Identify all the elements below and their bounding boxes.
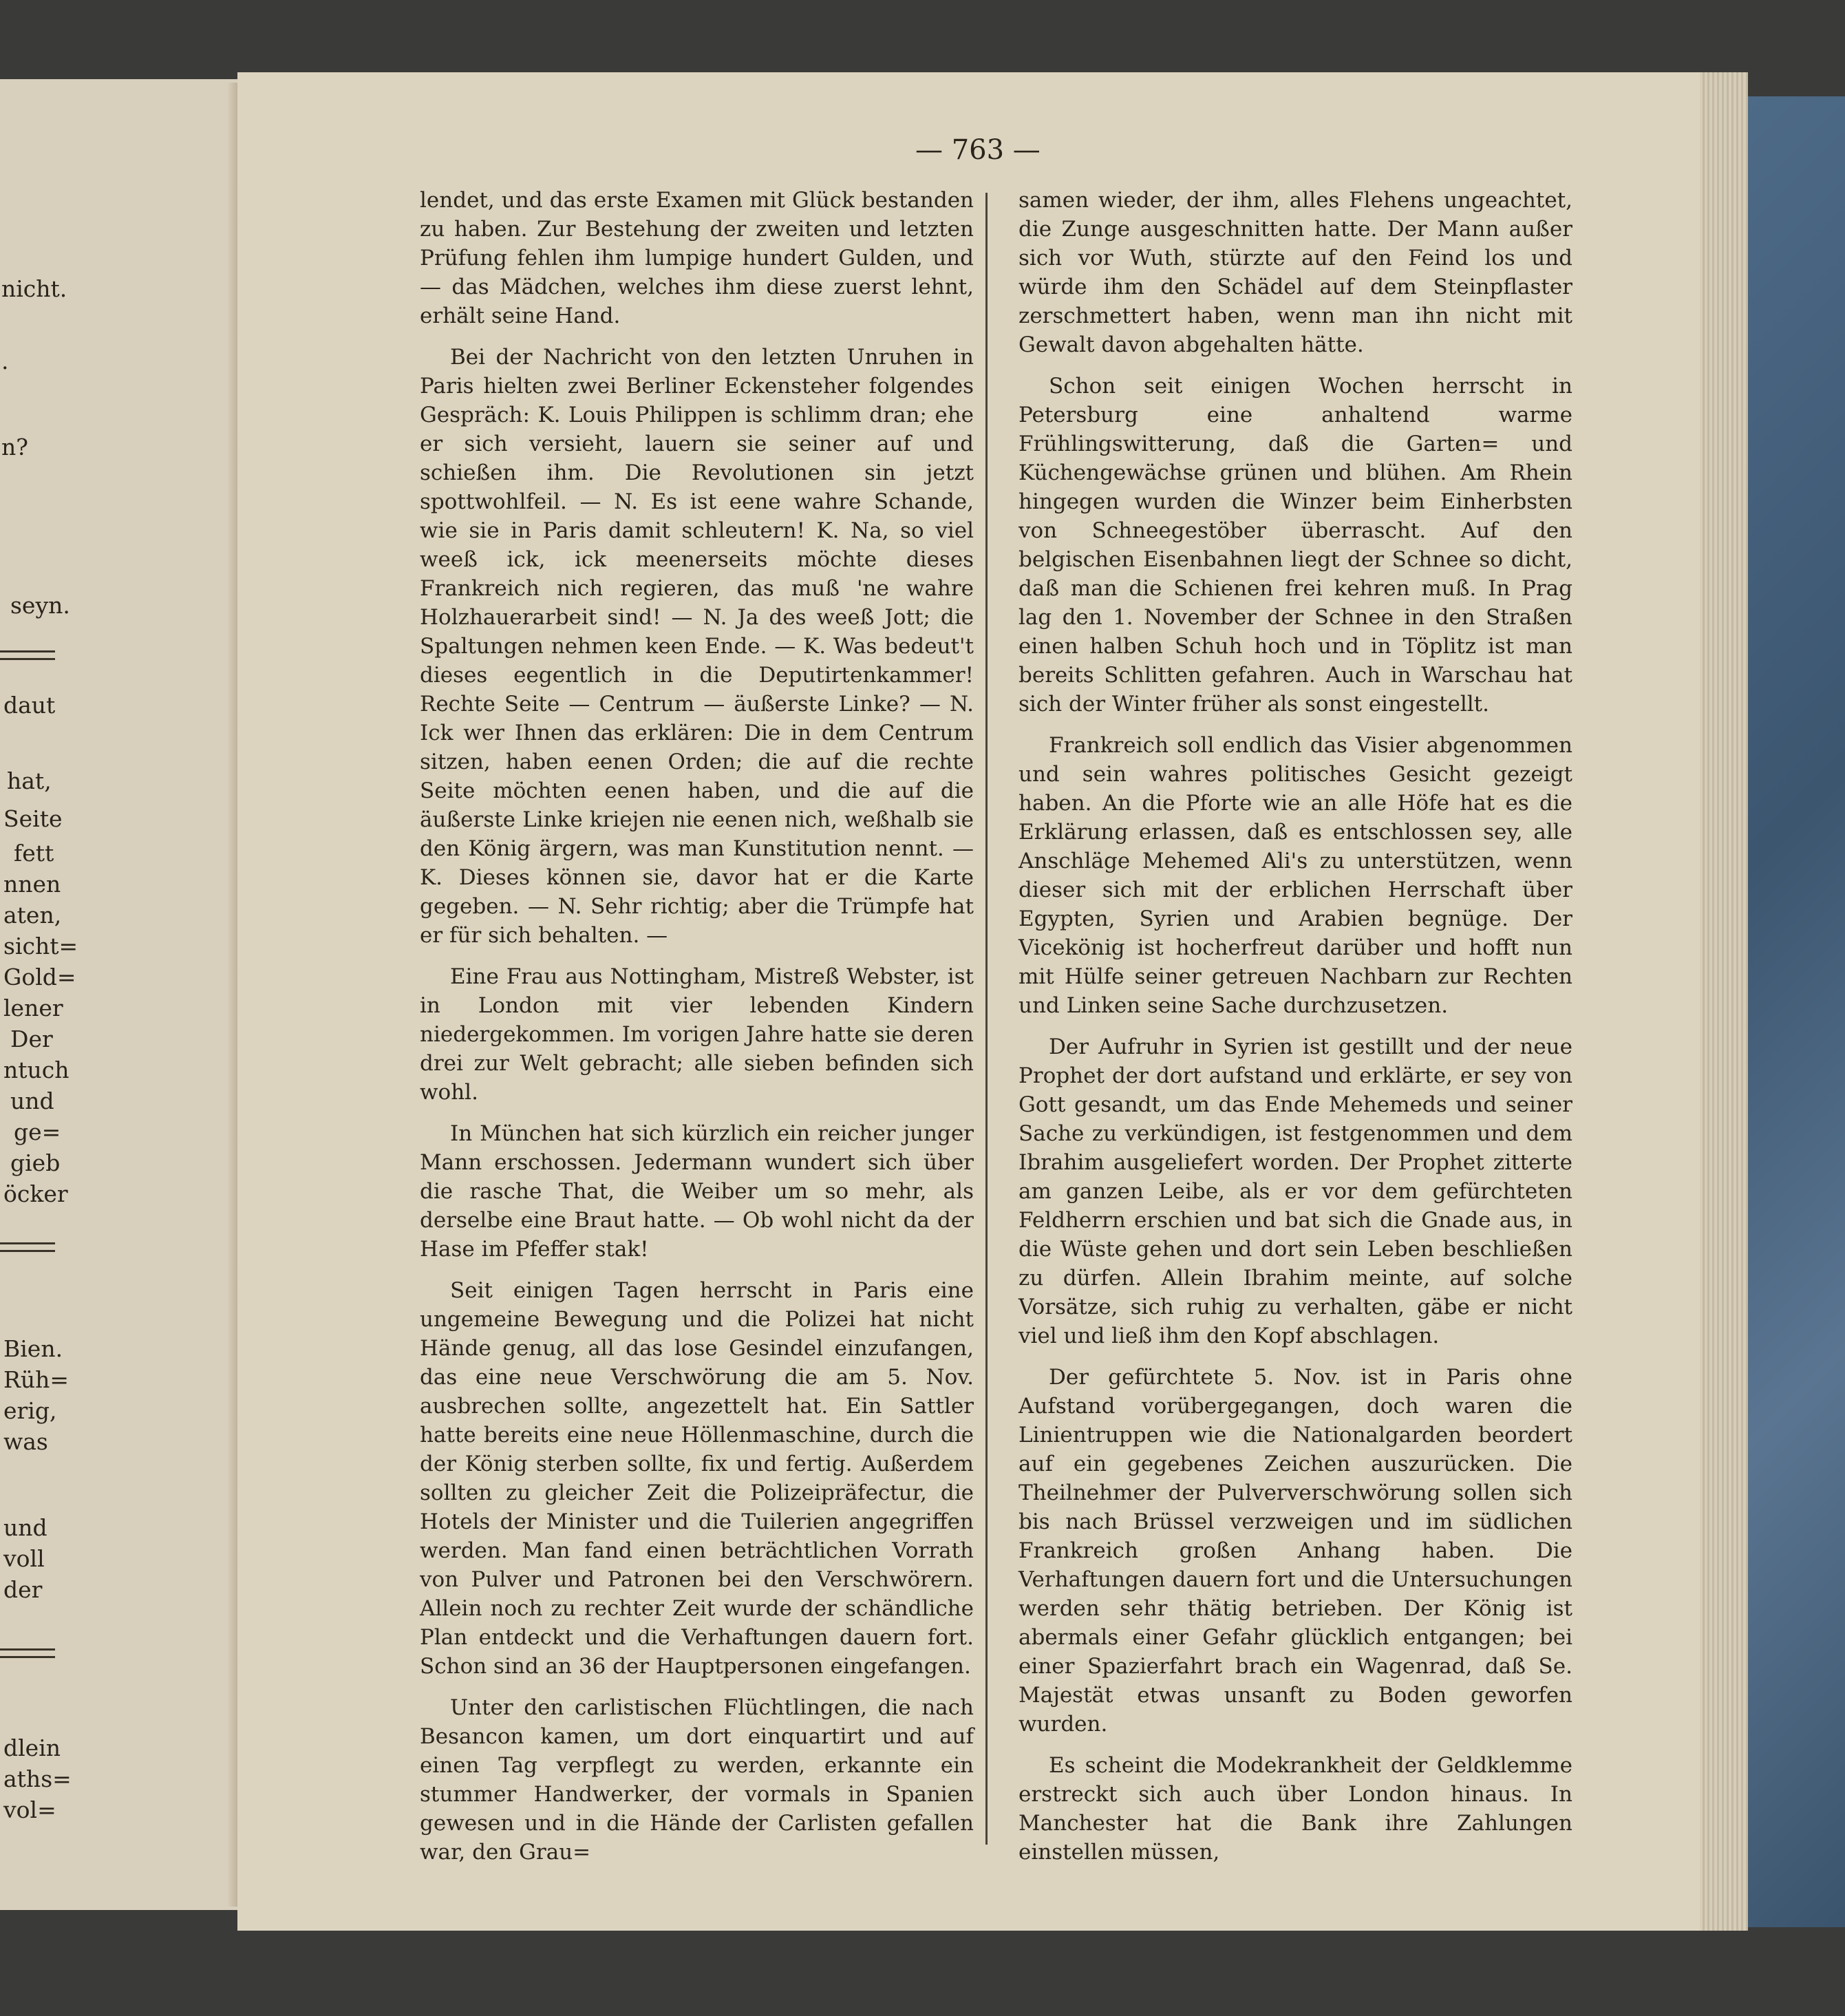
margin-fragment: Seite [3, 805, 63, 832]
margin-fragment: n? [1, 434, 28, 460]
margin-fragment: Rüh= [3, 1366, 70, 1393]
margin-fragment: Gold= [3, 964, 76, 990]
margin-fragment: nicht. [1, 275, 67, 302]
margin-fragment: nnen [3, 871, 61, 898]
paragraph: Bei der Nachricht von den letzten Unruhen in Paris hielten zwei Berliner Eckensteher folgendes Gespräch: K. Louis Philippen is schlimm dran; ehe er sich versieht, lauern sie seiner auf und schießen ihm. Die Revolutionen sin jetzt spottwohlfeil. — N. Es ist eene wahre Schande, wie sie in Paris damit schleutern! K. Na, so viel weeß ick, ick meenerseits möchte dieses Frankreich nich regieren, das muß 'ne wahre Holzhauerarbeit sind! — N. Ja des weeß Jott; die Spaltungen nehmen keen Ende. — K. Was bedeut't dieses eegentlich in die Deputirtenkammer! Rechte Seite — Centrum — äußerste Linke? — N. Ick wer Ihnen das erklären: Die in dem Centrum sitzen, haben eenen Orden; die auf die rechte Seite möchten eenen haben, und die auf die äußerste Linke kriejen nie eenen nich, weßhalb sie den König ärgern, was man Kunstitution nennt. — K. Dieses können sie, davor hat er die Karte gegeben. — N. Sehr richtig; aber die Trümpfe hat er für sich behalten. — [420, 345, 974, 948]
paragraph: Seit einigen Tagen herrscht in Paris eine ungemeine Bewegung und die Polizei hat nicht Hände genug, all das lose Gesindel einzufangen, das eine neue Verschwörung die am 5. Nov. ausbrechen sollte, angezettelt hat. Ein Sattler hatte bereits eine neue Höllenmaschine, durch die der König sterben sollte, fix und fertig. Außerdem sollten zu gleicher Zeit die Polizeipräfectur, die Hotels der Minister und die Tuilerien angegriffen werden. Man fand einen beträchtlichen Vorrath von Pulver und Patronen bei den Verschwörern. Allein noch zu rechter Zeit wurde der schändliche Plan entdeckt und die Verhaftungen dauern fort. Schon sind an 36 der Hauptpersonen eingefangen. [420, 1278, 974, 1679]
margin-fragment: Bien. [3, 1335, 63, 1362]
paragraph: lendet, und das erste Examen mit Glück bestanden zu haben. Zur Bestehung der zweiten und letzten Prüfung fehlen ihm lumpige hundert Gulden, und — das Mädchen, welches ihm diese zuerst lehnt, erhält seine Hand. [420, 188, 974, 328]
margin-fragment: dlein [3, 1734, 61, 1761]
paragraph: Eine Frau aus Nottingham, Mistreß Webster, ist in London mit vier lebenden Kindern niedergekommen. Im vorigen Jahre hatte sie deren drei zur Welt gebracht; alle sieben befinden sich wohl. [420, 964, 974, 1105]
margin-fragment: ge= [14, 1118, 61, 1145]
paragraph: Unter den carlistischen Flüchtlingen, die nach Besancon kamen, um dort einquartirt und auf einen Tag verpflegt zu werden, erkannte ein stummer Handwerker, der vormals in Spanien gewesen und in die Hände der Carlisten gefallen war, den Grau= [420, 1695, 974, 1865]
right-column [1019, 186, 1572, 1879]
margin-rule [0, 1648, 55, 1658]
margin-fragment: vol= [3, 1796, 56, 1823]
paragraph: Der Aufruhr in Syrien ist gestillt und der neue Prophet der dort aufstand und erklärte, er sey von Gott gesandt, um das Ende Mehemeds und seiner Sache zu verkündigen, ist festgenommen und dem Ibrahim ausgeliefert worden. Der Prophet zitterte am ganzen Leibe, als er vor dem gefürchteten Feldherrn erschien und bat sich die Gnade aus, in die Wüste gehen und dort sein Leben beschließen zu dürfen. Allein Ibrahim meinte, auf solche Vorsätze, sich ruhig zu verhalten, gäbe er nicht viel und ließ ihm den Kopf abschlagen. [1019, 1034, 1572, 1348]
margin-rule [0, 1242, 55, 1252]
margin-fragment: fett [14, 840, 54, 867]
margin-fragment: der [3, 1576, 43, 1603]
margin-fragment: . [1, 348, 9, 374]
paragraph: Frankreich soll endlich das Visier abgenommen und sein wahres politisches Gesicht gezeigt haben. An die Pforte wie an alle Höfe hat es die Erklärung erlassen, daß es entschlossen sey, alle Anschläge Mehemed Ali's zu unterstützen, wenn dieser sich mit der erblichen Herrschaft über Egypten, Syrien und Arabien begnüge. Der Vicekönig ist hocherfreut darüber und hofft nun mit Hülfe seiner getreuen Nachbarn zur Rechten und Linken seine Sache durchzusetzen. [1019, 733, 1572, 1018]
margin-fragment: was [3, 1428, 48, 1455]
margin-fragment: und [10, 1087, 54, 1114]
margin-fragment: und [3, 1514, 47, 1541]
margin-fragment: daut [3, 692, 56, 719]
paragraph: samen wieder, der ihm, alles Flehens ungeachtet, die Zunge ausgeschnitten hatte. Der Mann außer sich vor Wuth, stürzte auf den Feind los und würde ihm den Schädel auf dem Steinpflaster zerschmettert haben, wenn man ihn nicht mit Gewalt davon abgehalten hätte. [1019, 188, 1572, 357]
margin-fragment: hat, [7, 767, 52, 794]
margin-fragment: erig, [3, 1397, 57, 1424]
margin-rule [0, 650, 55, 660]
margin-fragment: aths= [3, 1765, 72, 1792]
margin-fragment: seyn. [10, 592, 70, 619]
paragraph: In München hat sich kürzlich ein reicher junger Mann erschossen. Jedermann wundert sich über die rasche That, die Weiber um so mehr, als derselbe eine Braut hatte. — Ob wohl nicht da der Hase im Pfeffer stak! [420, 1121, 974, 1262]
margin-fragment: sicht= [3, 933, 78, 959]
book-cover [1748, 96, 1845, 1927]
page-number: — 763 — [915, 134, 1041, 166]
margin-fragment: voll [3, 1545, 45, 1572]
paragraph: Schon seit einigen Wochen herrscht in Petersburg eine anhaltend warme Frühlingswitterung, daß die Garten= und Küchengewächse grünen und blühen. Am Rhein hingegen wurden die Winzer beim Einherbsten von Schneegestöber überrascht. Auf den belgischen Eisenbahnen liegt der Schnee so dicht, daß man die Schienen frei kehren muß. In Prag lag den 1. November der Schnee in den Straßen einen halben Schuh hoch und in Töplitz ist man bereits Schlitten gefahren. Auch in Warschau hat sich der Winter früher als sonst eingestellt. [1019, 374, 1572, 717]
margin-fragment: aten, [3, 902, 62, 929]
margin-fragment: ntuch [3, 1057, 70, 1083]
margin-fragment: öcker [3, 1180, 68, 1207]
margin-fragment: Der [10, 1026, 53, 1052]
paragraph: Es scheint die Modekrankheit der Geldklemme erstreckt sich auch über London hinaus. In Manchester hat die Bank ihre Zahlungen einstellen müssen, [1019, 1753, 1572, 1865]
page-edges [1700, 72, 1748, 1931]
margin-fragment: gieb [10, 1149, 61, 1176]
margin-fragment: lener [3, 995, 63, 1021]
paragraph: Der gefürchtete 5. Nov. ist in Paris ohne Aufstand vorübergegangen, doch waren die Linientruppen wie die Nationalgarden beordert auf ein gegebenes Zeichen auszurücken. Die Theilnehmer der Pulververschwörung sollen sich bis nach Brüssel verzweigen und im südlichen Frankreich großen Anhang haben. Die Verhaftungen dauern fort und die Untersuchungen werden sehr thätig betrieben. Der König ist abermals einer Gefahr glücklich entgangen; bei einer Spazierfahrt brach ein Wagenrad, daß Se. Majestät etwas unsanft zu Boden geworfen wurden. [1019, 1365, 1572, 1737]
left-column [420, 186, 974, 1879]
column-divider [985, 193, 988, 1845]
